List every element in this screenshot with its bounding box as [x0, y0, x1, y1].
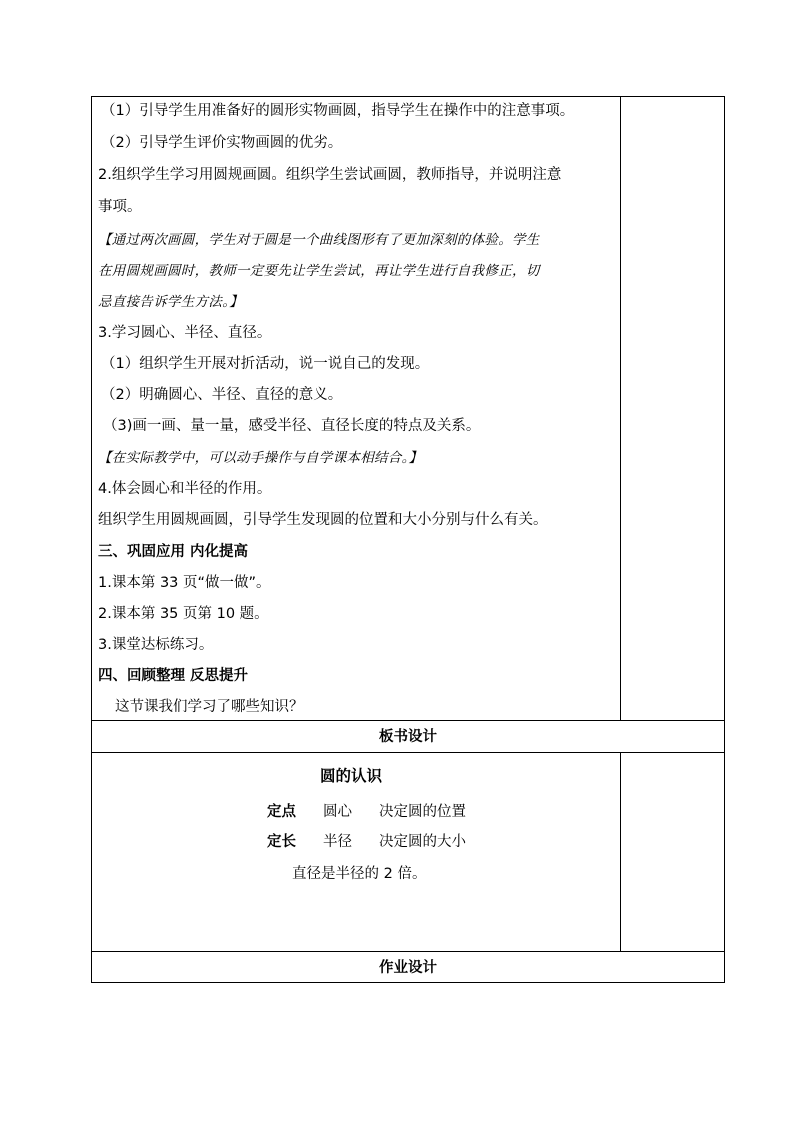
column-divider-board: [620, 752, 621, 951]
section-heading: 四、回顾整理 反思提升: [98, 668, 249, 684]
board-item-radius: 半径: [323, 834, 352, 850]
lesson-line: 事项。: [98, 199, 142, 215]
board-term-fixed-length: 定长: [267, 834, 296, 850]
table-border-bottom: [91, 982, 725, 983]
lesson-line: （3)画一画、量一量，感受半径、直径长度的特点及关系。: [103, 418, 481, 434]
lesson-line: （1）组织学生开展对折活动，说一说自己的发现。: [101, 356, 430, 372]
lesson-line: （2）明确圆心、半径、直径的意义。: [101, 387, 343, 403]
lesson-line: 2.组织学生学习用圆规画圆。组织学生尝试画圆，教师指导，并说明注意: [98, 167, 562, 183]
board-item-center: 圆心: [323, 804, 352, 820]
row-divider-3: [91, 951, 725, 952]
lesson-line: 组织学生用圆规画圆，引导学生发现圆的位置和大小分别与什么有关。: [98, 512, 548, 528]
lesson-plan-table: [91, 96, 725, 983]
row-divider-2: [91, 752, 725, 753]
board-note: 直径是半径的 2 倍。: [292, 866, 427, 882]
board-design-header: 板书设计: [379, 729, 437, 745]
lesson-line: 3.课堂达标练习。: [98, 637, 214, 653]
lesson-line: 3.学习圆心、半径、直径。: [98, 325, 272, 341]
homework-design-header: 作业设计: [379, 960, 437, 976]
lesson-note: 【在实际教学中，可以动手操作与自学课本相结合。】: [98, 450, 423, 466]
board-title: 圆的认识: [320, 767, 383, 785]
lesson-line: 1.课本第 33 页“做一做”。: [98, 575, 271, 591]
table-border-right: [724, 96, 725, 983]
table-border-left: [91, 96, 92, 983]
lesson-line: 这节课我们学习了哪些知识？: [115, 699, 304, 715]
lesson-line: （1）引导学生用准备好的圆形实物画圆，指导学生在操作中的注意事项。: [101, 103, 575, 119]
lesson-line: （2）引导学生评价实物画圆的优劣。: [101, 135, 343, 151]
lesson-line: 4.体会圆心和半径的作用。: [98, 481, 272, 497]
lesson-note: 在用圆规画圆时，教师一定要先让学生尝试，再让学生进行自我修正，切: [98, 263, 540, 279]
board-term-fixed-point: 定点: [267, 804, 296, 820]
lesson-note: 【通过两次画圆，学生对于圆是一个曲线图形有了更加深刻的体验。学生: [98, 232, 540, 248]
board-desc-size: 决定圆的大小: [379, 834, 466, 850]
board-desc-position: 决定圆的位置: [379, 804, 466, 820]
section-heading: 三、巩固应用 内化提高: [98, 544, 249, 560]
column-divider-top: [620, 96, 621, 720]
lesson-line: 2.课本第 35 页第 10 题。: [98, 606, 269, 622]
table-border-top: [91, 96, 725, 97]
row-divider-1: [91, 720, 725, 721]
lesson-note: 忌直接告诉学生方法。】: [98, 294, 244, 310]
